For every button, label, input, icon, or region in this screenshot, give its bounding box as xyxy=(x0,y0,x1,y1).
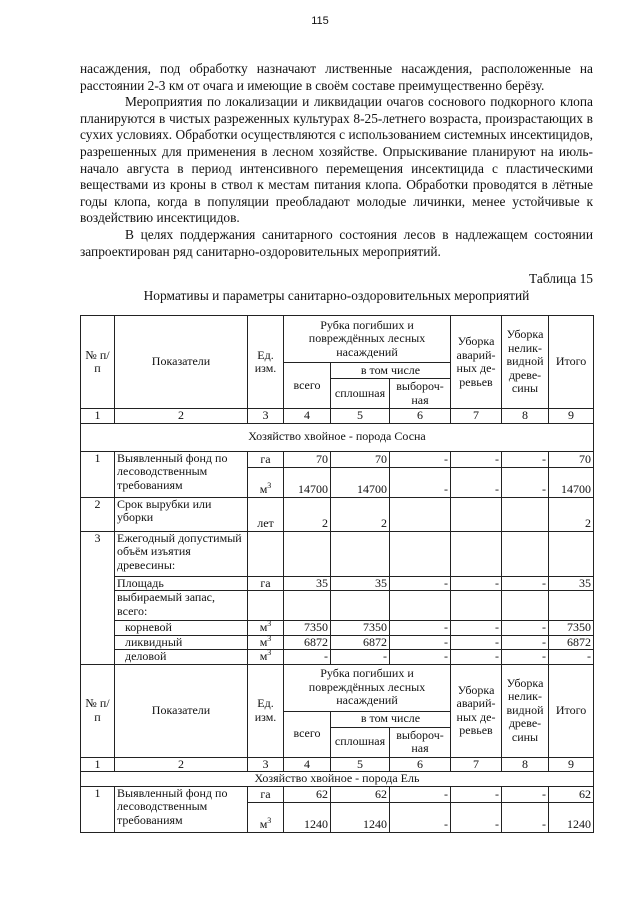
header-sum: Итого xyxy=(549,664,594,757)
unit-cell: лет xyxy=(248,497,284,531)
value-cell: - xyxy=(502,650,549,665)
value-cell: - xyxy=(451,635,502,650)
column-number: 6 xyxy=(390,409,451,424)
value-cell xyxy=(502,591,549,621)
value-cell xyxy=(390,497,451,531)
row-label: Выявленный фонд по лесоводственным требованиям xyxy=(115,786,248,832)
header-sum: Итого xyxy=(549,316,594,409)
row-label: Выявленный фонд по лесоводственным требованиям xyxy=(115,451,248,497)
table-row xyxy=(81,316,594,363)
unit-cell: $м^3$ xyxy=(248,467,284,497)
value-cell xyxy=(331,591,390,621)
value-cell: - xyxy=(451,802,502,832)
header-unit: Ед. изм. xyxy=(248,316,284,409)
subrow-label: ликвидный xyxy=(115,635,248,650)
column-number: 1 xyxy=(81,409,115,424)
value-cell: - xyxy=(502,467,549,497)
value-cell: - xyxy=(390,786,451,802)
header-felling: Рубка погибших и повреждённых лесных насаждений xyxy=(284,316,451,363)
empty-cell xyxy=(331,531,390,576)
value-cell: - xyxy=(390,635,451,650)
table-number: Таблица 15 xyxy=(529,271,593,286)
unit-cell: $м^3$ xyxy=(248,802,284,832)
value-cell: - xyxy=(390,576,451,591)
header-clear: сплошная xyxy=(331,379,390,409)
value-cell: 2 xyxy=(549,497,594,531)
row-number: 2 xyxy=(81,497,115,531)
value-cell: - xyxy=(502,802,549,832)
table-row xyxy=(81,664,594,711)
value-cell: 7350 xyxy=(549,621,594,636)
header-no: № п/п xyxy=(81,664,115,757)
value-cell: - xyxy=(451,467,502,497)
value-cell xyxy=(390,591,451,621)
value-cell: - xyxy=(451,576,502,591)
table-row xyxy=(81,650,594,665)
header-indicator: Показатели xyxy=(115,316,248,409)
header-unit: Ед. изм. xyxy=(248,664,284,757)
value-cell: 35 xyxy=(549,576,594,591)
column-number: 8 xyxy=(502,757,549,772)
header-illiquid: Уборка нелик-видной древе-сины xyxy=(502,316,549,409)
empty-cell xyxy=(549,531,594,576)
table-row xyxy=(81,635,594,650)
header-emergency: Уборка аварий-ных де-ревьев xyxy=(451,316,502,409)
column-number: 3 xyxy=(248,757,284,772)
subrow-label: Площадь xyxy=(115,576,248,591)
norms-table xyxy=(80,315,594,833)
table-row xyxy=(81,531,594,576)
value-cell xyxy=(284,591,331,621)
empty-cell xyxy=(284,531,331,576)
header-including: в том числе xyxy=(331,711,451,727)
row-number: 3 xyxy=(81,531,115,664)
subrow-label: выбираемый запас, всего: xyxy=(115,591,248,621)
value-cell: - xyxy=(502,576,549,591)
value-cell: 2 xyxy=(284,497,331,531)
header-emergency: Уборка аварий-ных де-ревьев xyxy=(451,664,502,757)
header-felling: Рубка погибших и повреждённых лесных насаждений xyxy=(284,664,451,711)
value-cell xyxy=(451,591,502,621)
value-cell: - xyxy=(331,650,390,665)
column-number: 4 xyxy=(284,757,331,772)
column-number: 1 xyxy=(81,757,115,772)
value-cell: - xyxy=(451,621,502,636)
value-cell: 6872 xyxy=(549,635,594,650)
header-including: в том числе xyxy=(331,363,451,379)
value-cell: - xyxy=(502,451,549,467)
column-number: 5 xyxy=(331,757,390,772)
unit-cell: га xyxy=(248,451,284,467)
header-indicator: Показатели xyxy=(115,664,248,757)
value-cell: 6872 xyxy=(284,635,331,650)
value-cell: - xyxy=(451,786,502,802)
value-cell: - xyxy=(390,650,451,665)
header-selective: выбороч-ная xyxy=(390,727,451,757)
value-cell: - xyxy=(284,650,331,665)
column-number: 7 xyxy=(451,409,502,424)
row-label: Ежегодный допустимый объём изъятия древесины: xyxy=(115,531,248,576)
value-cell: 70 xyxy=(284,451,331,467)
table-row xyxy=(81,786,594,802)
unit-cell: $м^3$ xyxy=(248,621,284,636)
header-illiquid: Уборка нелик-видной древе-сины xyxy=(502,664,549,757)
value-cell: - xyxy=(390,467,451,497)
value-cell: 70 xyxy=(549,451,594,467)
row-label: Срок вырубки или уборки xyxy=(115,497,248,531)
value-cell: 62 xyxy=(549,786,594,802)
value-cell: 70 xyxy=(331,451,390,467)
value-cell: - xyxy=(390,802,451,832)
value-cell xyxy=(451,497,502,531)
paragraph: насаждения, под обработку назначают лиственные насаждения, расположенные на расстоянии 2-3 км от очага и имеющие в своём составе преимущественно берёзу. xyxy=(80,61,593,93)
value-cell: 14700 xyxy=(331,467,390,497)
header-total: всего xyxy=(284,363,331,409)
value-cell: 62 xyxy=(331,786,390,802)
column-number: 5 xyxy=(331,409,390,424)
value-cell: 1240 xyxy=(284,802,331,832)
value-cell: 35 xyxy=(284,576,331,591)
value-cell: 14700 xyxy=(284,467,331,497)
header-no: № п/п xyxy=(81,316,115,409)
value-cell xyxy=(502,497,549,531)
empty-cell xyxy=(390,531,451,576)
page-number: 115 xyxy=(311,15,329,27)
table-row xyxy=(81,423,594,451)
value-cell: - xyxy=(549,650,594,665)
column-number: 3 xyxy=(248,409,284,424)
section-title: Хозяйство хвойное - порода Сосна xyxy=(81,423,594,451)
empty-cell xyxy=(451,531,502,576)
unit-cell xyxy=(248,591,284,621)
value-cell: - xyxy=(502,786,549,802)
paragraph: Мероприятия по локализации и ликвидации очагов соснового подкорного клопа планируются в чистых разреженных культурах 8-25-летнего возраста, произрастающих в сухих условиях. Обработки осуществляются с использованием системных инсектицидов, разрешенных для применения в лесном хозяйстве. Опрыскивание планируют на июль-начало августа в период интенсивного перемещения инсектицида с пластическими веществами из кроны в ствол к местам питания клопа. Обработки проводятся в лётные годы клопа, когда в популяции преобладают молодые личинки, менее устойчивые к воздействию инсектицидов. xyxy=(80,94,593,226)
value-cell: - xyxy=(451,650,502,665)
value-cell: 2 xyxy=(331,497,390,531)
section-title: Хозяйство хвойное - порода Ель xyxy=(81,772,594,787)
value-cell: 7350 xyxy=(331,621,390,636)
table-title: Нормативы и параметры санитарно-оздоровительных мероприятий xyxy=(143,288,530,303)
table-row xyxy=(81,757,594,772)
value-cell: 1240 xyxy=(549,802,594,832)
body-text xyxy=(80,61,593,260)
column-number: 2 xyxy=(115,409,248,424)
header-total: всего xyxy=(284,711,331,757)
column-number: 9 xyxy=(549,757,594,772)
value-cell: 35 xyxy=(331,576,390,591)
value-cell: - xyxy=(451,451,502,467)
row-number: 1 xyxy=(81,451,115,497)
table-row xyxy=(81,409,594,424)
table-row xyxy=(81,451,594,467)
unit-cell: га xyxy=(248,576,284,591)
table-row xyxy=(81,591,594,621)
empty-cell xyxy=(248,531,284,576)
table-row xyxy=(81,576,594,591)
value-cell: - xyxy=(390,621,451,636)
value-cell: - xyxy=(502,621,549,636)
unit-cell: га xyxy=(248,786,284,802)
value-cell: 1240 xyxy=(331,802,390,832)
column-number: 2 xyxy=(115,757,248,772)
header-selective: выбороч-ная xyxy=(390,379,451,409)
unit-cell: $м^3$ xyxy=(248,635,284,650)
empty-cell xyxy=(502,531,549,576)
paragraph: В целях поддержания санитарного состояния лесов в надлежащем состоянии запроектирован ряд санитарно-оздоровительных мероприятий. xyxy=(80,226,593,259)
header-clear: сплошная xyxy=(331,727,390,757)
table-row xyxy=(81,497,594,531)
value-cell: - xyxy=(390,451,451,467)
value-cell xyxy=(549,591,594,621)
subrow-label: деловой xyxy=(115,650,248,665)
unit-cell: $м^3$ xyxy=(248,650,284,665)
value-cell: 6872 xyxy=(331,635,390,650)
column-number: 8 xyxy=(502,409,549,424)
value-cell: 7350 xyxy=(284,621,331,636)
value-cell: - xyxy=(502,635,549,650)
subrow-label: корневой xyxy=(115,621,248,636)
column-number: 7 xyxy=(451,757,502,772)
column-number: 9 xyxy=(549,409,594,424)
value-cell: 62 xyxy=(284,786,331,802)
column-number: 4 xyxy=(284,409,331,424)
row-number: 1 xyxy=(81,786,115,832)
value-cell: 14700 xyxy=(549,467,594,497)
table-row xyxy=(81,772,594,787)
table-row xyxy=(81,621,594,636)
column-number: 6 xyxy=(390,757,451,772)
